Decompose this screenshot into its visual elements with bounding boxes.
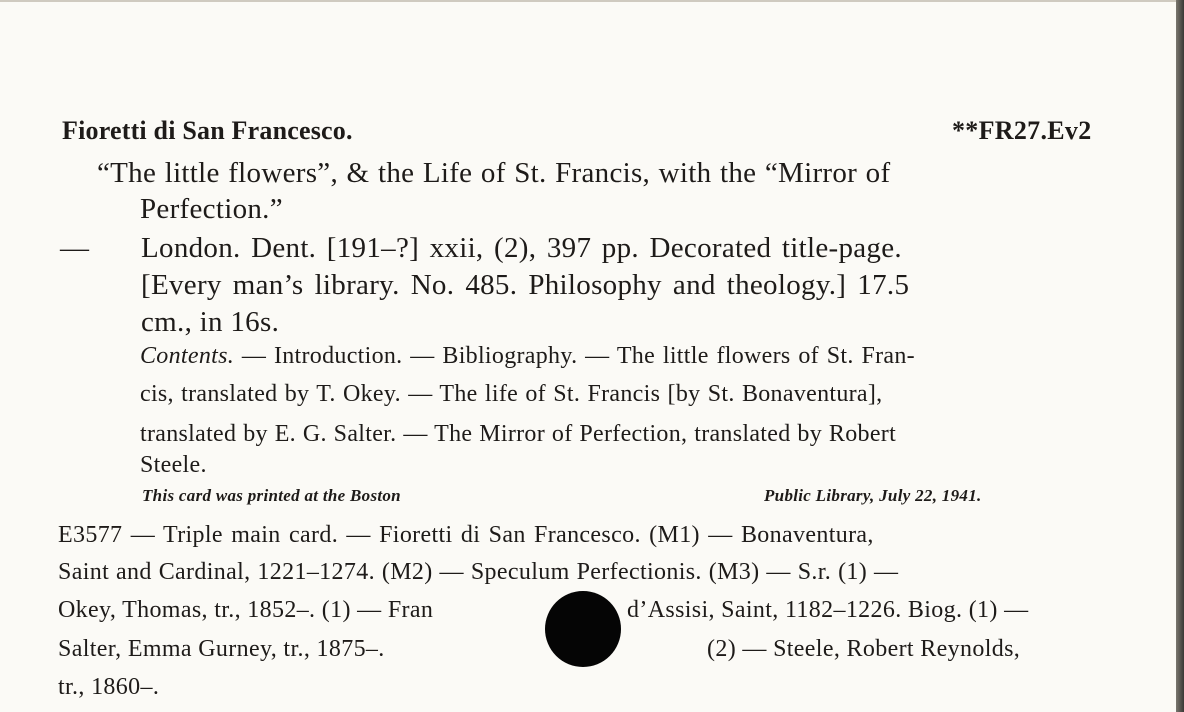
tracing-line-2: Saint and Cardinal, 1221–1274. (M2) — Speculum Perfectionis. (M3) — S.r. (1) — [58, 559, 899, 585]
printed-note-right: Public Library, July 22, 1941. [764, 486, 982, 505]
punch-hole [545, 591, 621, 667]
tracing-line-3-left: Okey, Thomas, tr., 1852–. (1) — Fran [58, 597, 434, 623]
tracing-line-4-left: Salter, Emma Gurney, tr., 1875–. [58, 636, 385, 662]
contents-label: Contents. [140, 343, 235, 369]
contents-line-1 [140, 344, 915, 368]
imprint-dash: — [60, 232, 90, 264]
tracing-line-4-right: (2) — Steele, Robert Reynolds, [707, 636, 1021, 662]
card-heading: Fioretti di San Francesco. [62, 116, 353, 145]
imprint-line-3: cm., in 16s. [141, 306, 280, 338]
printed-note-left: This card was printed at the Boston [142, 486, 401, 505]
contents-line-3: translated by E. G. Salter. — The Mirror of Perfection, translated by Robert [140, 421, 897, 447]
contents-line-4: Steele. [140, 452, 207, 478]
tracing-line-3-right: d’Assisi, Saint, 1182–1226. Biog. (1) — [627, 597, 1029, 623]
imprint-line-1: London. Dent. [191–?] xxii, (2), 397 pp. Decorated title-page. [141, 232, 902, 264]
card-edge-shadow [1176, 0, 1184, 712]
tracing-line-1: E3577 — Triple main card. — Fioretti di San Francesco. (M1) — Bonaventura, [58, 522, 874, 548]
tracing-line-5: tr., 1860–. [58, 674, 160, 700]
call-number: **FR27.Ev2 [952, 116, 1092, 145]
contents-text-1: — Introduction. — Bibliography. — The little flowers of St. Fran- [234, 343, 915, 369]
contents-line-2: cis, translated by T. Okey. — The life of St. Francis [by St. Bonaventura], [140, 381, 883, 407]
title-line-2: Perfection.” [140, 193, 283, 225]
title-line-1: “The little flowers”, & the Life of St. Francis, with the “Mirror of [97, 157, 891, 189]
imprint-line-2: [Every man’s library. No. 485. Philosophy and theology.] 17.5 [141, 269, 910, 301]
